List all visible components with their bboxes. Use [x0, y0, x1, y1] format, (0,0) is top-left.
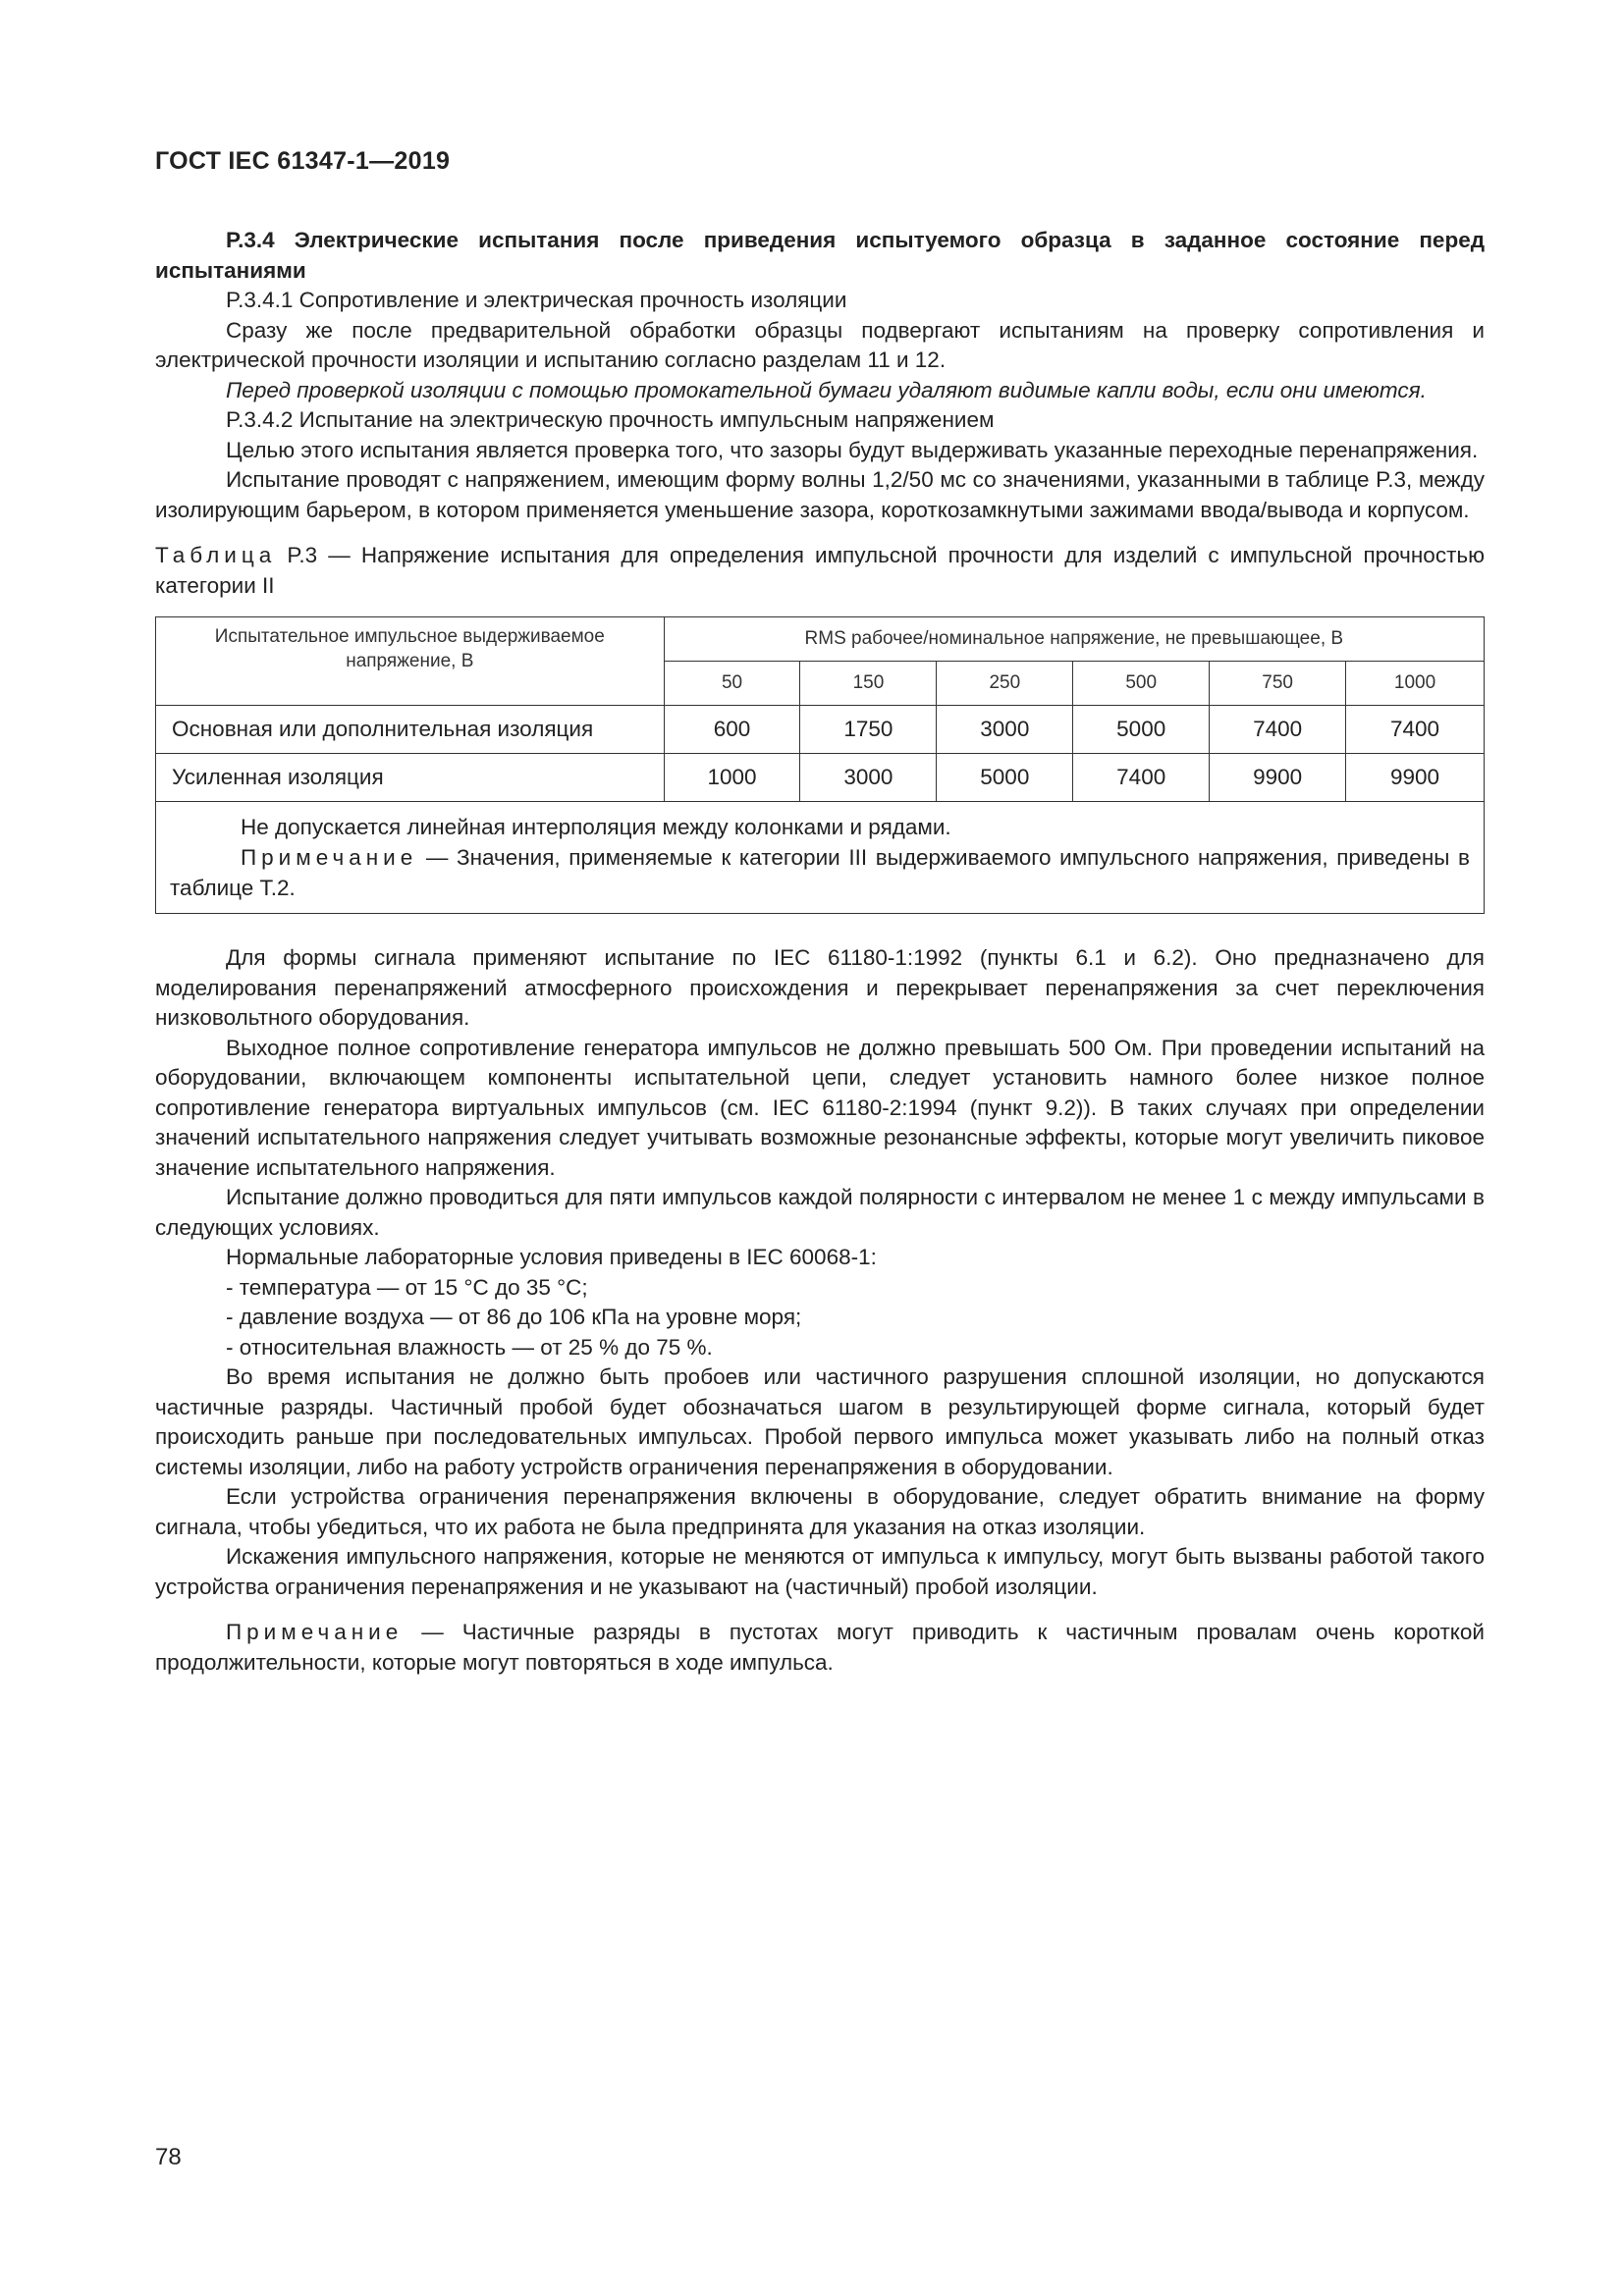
list-item: - температура — от 15 °С до 35 °С; [226, 1274, 588, 1300]
table-caption-label: Таблица [155, 543, 277, 567]
voltage-table [155, 616, 1485, 914]
page-number: 78 [155, 2144, 182, 2170]
paragraph: Выходное полное сопротивление генератора импульсов не должно превышать 500 Ом. При проведении испытаний на оборудовании, включающем компоненты испытательной цепи, следует установить намного более низкое полное сопротивление генератора виртуальных импульсов (см. IEC 61180-2:1994 (пункт 9.2)). В таких случаях при определении значений испытательного напряжения следует учитывать возможные резонансные эффекты, которые могут увеличить пиковое значение испытательного напряжения. [155, 1035, 1485, 1180]
note-text: — Значения, применяемые к категории III выдерживаемого импульсного напряжения, приведены в таблице T.2. [170, 845, 1470, 900]
table-cell: 5000 [1073, 706, 1210, 754]
row-label: Усиленная изоляция [156, 754, 665, 802]
table-cell: 1000 [664, 754, 800, 802]
table-cell: 3000 [937, 706, 1073, 754]
note-text: — Частичные разряды в пустотах могут приводить к частичным провалам очень короткой продолжительности, которые могут повторяться в ходе импульса. [155, 1620, 1485, 1675]
subsection-title: P.3.4.2 Испытание на электрическую прочность импульсным напряжением [226, 407, 995, 432]
paragraph: Испытание проводят с напряжением, имеющим форму волны 1,2/50 мс со значениями, указанными в таблице P.3, между изолирующим барьером, в котором применяется уменьшение зазора, короткозамкнутыми зажимами ввода/вывода и корпусом. [155, 467, 1485, 522]
table-cell: 7400 [1210, 706, 1346, 754]
table-row [156, 706, 1485, 754]
list-item: - относительная влажность — от 25 % до 75 %. [226, 1334, 713, 1360]
table-cell: 1750 [800, 706, 937, 754]
table-header-left: Испытательное импульсное выдерживаемое напряжение, В [156, 617, 665, 706]
table-note [170, 842, 1470, 903]
table-notes [156, 802, 1485, 914]
table-cell: 9900 [1346, 754, 1485, 802]
list-item: - давление воздуха — от 86 до 106 кПа на уровне моря; [226, 1305, 802, 1329]
table-cell: 3000 [800, 754, 937, 802]
table-cell: 600 [664, 706, 800, 754]
section-heading: P.3.4 Электрические испытания после приведения испытуемого образца в заданное состояние перед испытаниями [155, 228, 1485, 283]
paragraph: Если устройства ограничения перенапряжения включены в оборудование, следует обратить внимание на форму сигнала, чтобы убедиться, что их работа не была предпринята для указания на отказ изоляции. [155, 1484, 1485, 1539]
paragraph: Испытание должно проводиться для пяти импульсов каждой полярности с интервалом не менее 1 с между импульсами в следующих условиях. [155, 1185, 1485, 1240]
document-body [155, 226, 1485, 1678]
document-header: ГОСТ IEC 61347-1—2019 [155, 147, 451, 175]
subsection-title: P.3.4.1 Сопротивление и электрическая прочность изоляции [226, 288, 847, 312]
paragraph: Во время испытания не должно быть пробоев или частичного разрушения сплошной изоляции, но допускаются частичные разряды. Частичный пробой будет обозначаться шагом в результирующей форме сигнала, который будет происходить раньше при последовательных импульсах. Пробой первого импульса может указывать либо на полный отказ системы изоляции, либо на работу устройств ограничения перенапряжения в оборудовании. [155, 1364, 1485, 1479]
paragraph: Искажения импульсного напряжения, которые не меняются от импульса к импульсу, могут быть вызваны работой такого устройства ограничения перенапряжения и не указывают на (частичный) пробой изоляции. [155, 1544, 1485, 1599]
table-caption-text: P.3 — Напряжение испытания для определения импульсной прочности для изделий с импульсной прочностью категории II [155, 543, 1485, 598]
table-column-header: 250 [937, 662, 1073, 706]
final-note [155, 1618, 1485, 1678]
paragraph: Целью этого испытания является проверка того, что зазоры будут выдерживать указанные переходные перенапряжения. [226, 437, 1479, 462]
note-label: Примечание [241, 845, 418, 870]
table-header-span: RMS рабочее/номинальное напряжение, не превышающее, В [664, 617, 1484, 662]
table-column-header: 150 [800, 662, 937, 706]
table-column-header: 50 [664, 662, 800, 706]
text-after-table [155, 943, 1485, 1678]
paragraph: Для формы сигнала применяют испытание по IEC 61180-1:1992 (пункты 6.1 и 6.2). Оно предназначено для моделирования перенапряжений атмосферного происхождения и перекрывает перенапряжения за счет переключения низковольтного оборудования. [155, 945, 1485, 1030]
table-caption [155, 541, 1485, 601]
table-cell: 5000 [937, 754, 1073, 802]
paragraph: Сразу же после предварительной обработки образцы подвергают испытаниям на проверку сопротивления и электрической прочности изоляции и испытанию согласно разделам 11 и 12. [155, 317, 1485, 372]
table-column-header: 750 [1210, 662, 1346, 706]
paragraph: Нормальные лабораторные условия приведены в IEC 60068-1: [226, 1245, 877, 1269]
table-note-interpolation: Не допускается линейная интерполяция между колонками и рядами. [241, 815, 951, 839]
table-cell: 9900 [1210, 754, 1346, 802]
table-column-header: 1000 [1346, 662, 1485, 706]
note-label: Примечание [226, 1620, 404, 1644]
italic-paragraph: Перед проверкой изоляции с помощью промокательной бумаги удаляют видимые капли воды, если они имеются. [226, 377, 1427, 402]
table-cell: 7400 [1073, 754, 1210, 802]
table-column-header: 500 [1073, 662, 1210, 706]
row-label: Основная или дополнительная изоляция [156, 706, 665, 754]
table-row [156, 754, 1485, 802]
table-cell: 7400 [1346, 706, 1485, 754]
